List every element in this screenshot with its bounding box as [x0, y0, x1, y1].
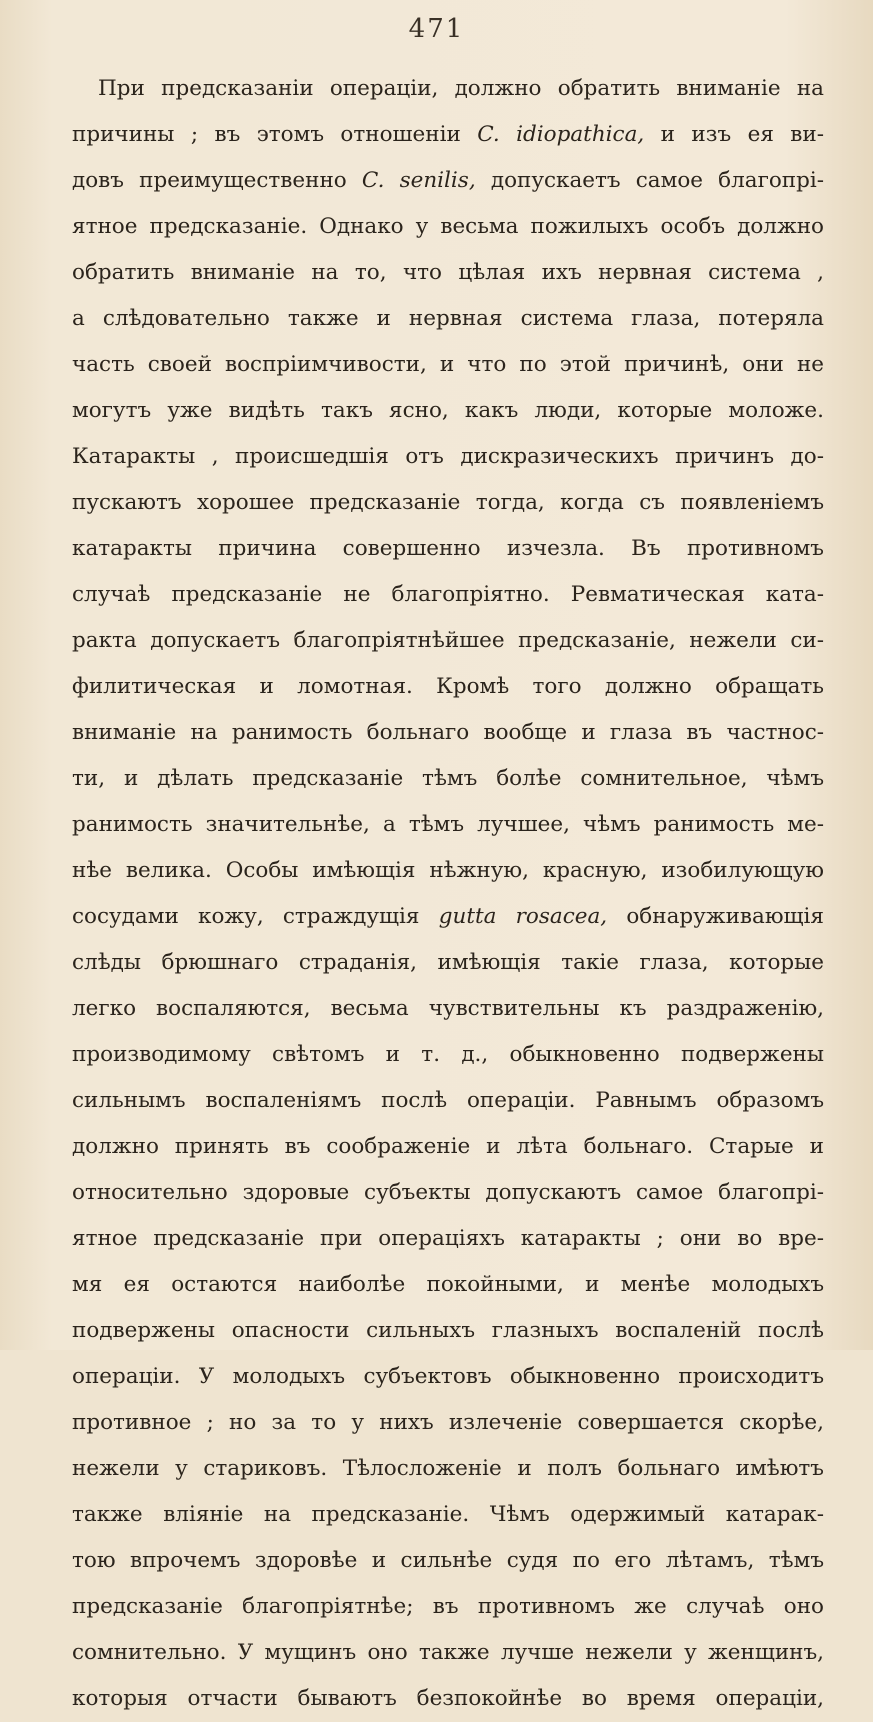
- text-line: тою впрочемъ здоровѣе и сильнѣе судя по его лѣтамъ, тѣмъ: [72, 1548, 824, 1573]
- text-line: Катаракты , происшедшія отъ дискразическихъ причинъ до-: [72, 444, 824, 469]
- page-number: 471: [408, 14, 465, 44]
- text-line: легко воспаляются, весьма чувствительны къ раздраженію,: [72, 996, 824, 1021]
- text-line: мя ея остаются наиболѣе покойными, и менѣе молодыхъ: [72, 1272, 824, 1297]
- text-line: операціи. У молодыхъ субъектовъ обыкновенно происходитъ: [72, 1364, 824, 1389]
- text-line: а слѣдовательно также и нервная система глаза, потеряла: [72, 306, 824, 331]
- text-line: которыя отчасти бываютъ безпокойнѣе во время операціи,: [72, 1686, 824, 1711]
- text-line: обратить вниманіе на то, что цѣлая ихъ нервная система ,: [72, 260, 824, 285]
- text-line: сомнительно. У мущинъ оно также лучше нежели у женщинъ,: [72, 1640, 824, 1665]
- text-line: При предсказаніи операціи, должно обратить вниманіе на: [98, 76, 824, 101]
- text-line: сильнымъ воспаленіямъ послѣ операціи. Равнымъ образомъ: [72, 1088, 824, 1113]
- body-text: [72, 66, 824, 1722]
- text-line: слѣды брюшнаго страданія, имѣющія такіе глаза, которые: [72, 950, 824, 975]
- text-line: причины ; въ этомъ отношеніи C. idiopathica, и изъ ея ви-: [72, 122, 825, 147]
- text-line: вниманіе на ранимость больнаго вообще и глаза въ частнос-: [72, 720, 824, 745]
- text-line: подвержены опасности сильныхъ глазныхъ воспаленій послѣ: [72, 1318, 824, 1343]
- text-line: ракта допускаетъ благопріятнѣйшее предсказаніе, нежели си-: [72, 628, 824, 653]
- text-line: нѣе велика. Особы имѣющія нѣжную, красную, изобилующую: [72, 858, 824, 883]
- text-line: ранимость значительнѣе, а тѣмъ лучшее, чѣмъ ранимость ме-: [72, 812, 824, 837]
- text-line: часть своей воспріимчивости, и что по этой причинѣ, они не: [72, 352, 824, 377]
- text-line: противное ; но за то у нихъ излеченіе совершается скорѣе,: [72, 1410, 824, 1435]
- text-line: довъ преимущественно C. senilis, допускаетъ самое благопрі-: [72, 168, 825, 193]
- text-line: относительно здоровые субъекты допускаютъ самое благопрі-: [72, 1180, 824, 1205]
- text-line: ятное предсказаніе при операціяхъ катаракты ; они во вре-: [72, 1226, 824, 1251]
- text-line: катаракты причина совершенно изчезла. Въ противномъ: [72, 536, 824, 561]
- text-line: нежели у стариковъ. Тѣлосложеніе и полъ больнаго имѣютъ: [72, 1456, 824, 1481]
- text-line: также вліяніе на предсказаніе. Чѣмъ одержимый катарак-: [72, 1502, 824, 1527]
- text-line: предсказаніе благопріятнѣе; въ противномъ же случаѣ оно: [72, 1594, 824, 1619]
- text-line: производимому свѣтомъ и т. д., обыкновенно подвержены: [72, 1042, 824, 1067]
- text-line: случаѣ предсказаніе не благопріятно. Ревматическая ката-: [72, 582, 824, 607]
- text-line: должно принять въ соображеніе и лѣта больнаго. Старые и: [72, 1134, 824, 1159]
- text-line: могутъ уже видѣть такъ ясно, какъ люди, которые моложе.: [72, 398, 824, 423]
- text-line: ти, и дѣлать предсказаніе тѣмъ болѣе сомнительное, чѣмъ: [72, 766, 824, 791]
- text-line: пускаютъ хорошее предсказаніе тогда, когда съ появленіемъ: [72, 490, 824, 515]
- text-line: ятное предсказаніе. Однако у весьма пожилыхъ особъ должно: [72, 214, 824, 239]
- text-line: сосудами кожу, страждущія gutta rosacea, обнаруживающія: [72, 904, 824, 929]
- text-line: филитическая и ломотная. Кромѣ того должно обращать: [72, 674, 824, 699]
